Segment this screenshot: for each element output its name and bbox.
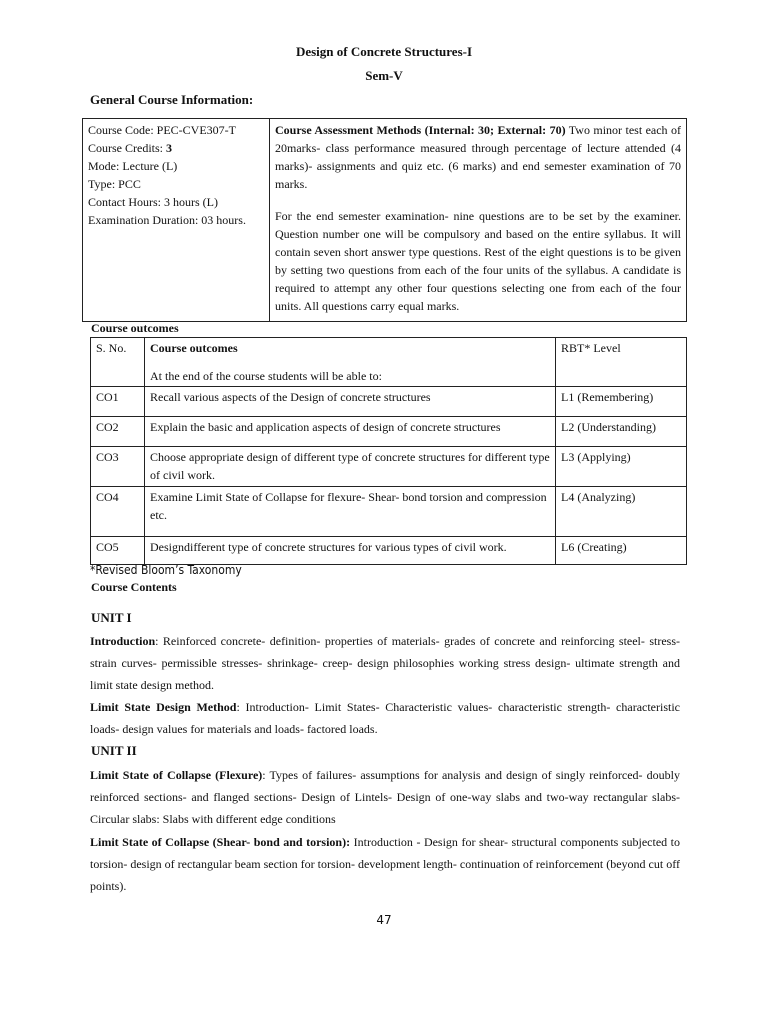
course-code: Course Code: PEC-CVE307-T (88, 123, 236, 137)
table-header-row (91, 338, 687, 387)
unit-1-heading: UNIT I (91, 610, 132, 625)
credits-value: 3 (166, 141, 172, 155)
shear-paragraph: Limit State of Collapse (Shear- bond and torsion): Introduction - Design for shear- structural components subjected to torsion- design of rectangular beam section for torsion- development length- continuation of reinforcement (beyond cut off points). (90, 835, 680, 893)
introduction-paragraph: Introduction: Reinforced concrete- definition- properties of materials- grades of concrete and reinforcing steel- stress-strain curves- permissible stresses- shrinkage- creep- design philosophies working stress design- ultimate strength and limit state design method. (90, 634, 680, 692)
assessment-heading: Course Assessment Methods (Internal: 30; External: 70) (275, 123, 566, 137)
assessment-paragraph-2: For the end semester examination- nine questions are to be set by the examiner. Question number one will be compulsory and based on the entire syllabus. It will contain seven short answer type questions. Rest of the eight questions is to be given by setting two questions from each of the four units of the syllabus. A candidate is required to attempt any other four questions selecting one from each of the four units. All questions carry equal marks. (275, 209, 681, 313)
flexure-title: Limit State of Collapse (Flexure) (90, 768, 263, 782)
course-outcomes-table (90, 337, 687, 565)
flexure-paragraph: Limit State of Collapse (Flexure): Types of failures- assumptions for analysis and design of singly reinforced- doubly reinforced sections- and flanged sections- Design of Lintels- Design of one-way slabs and two-way rectangular slabs- Circular slabs: Slabs with different edge conditions (90, 768, 680, 826)
course-mode: Mode: Lecture (L) (88, 159, 178, 173)
limit-state-design-title: Limit State Design Method (90, 700, 237, 714)
unit-2-heading: UNIT II (91, 743, 137, 758)
contact-hours: Contact Hours: 3 hours (L) (88, 195, 218, 209)
assessment-paragraph-1: Course Assessment Methods (Internal: 30; External: 70) Two minor test each of 20marks- class performance measured through percentage of lecture attended (4 marks)- assignments and quiz etc. (6 marks) and end semester examination of 70 marks. (275, 123, 681, 191)
general-info-heading: General Course Information: (90, 92, 254, 107)
introduction-title: Introduction (90, 634, 156, 648)
course-credits: Course Credits: 3 (88, 141, 172, 155)
table-row: CO1 Recall various aspects of the Design of concrete structures L1 (Remembering) (91, 387, 687, 417)
course-outcomes-heading: Course outcomes (91, 321, 179, 335)
course-type: Type: PCC (88, 177, 141, 191)
assessment-cell (270, 119, 687, 322)
shear-title: Limit State of Collapse (Shear- bond and torsion): (90, 835, 351, 849)
course-info-cell (83, 119, 270, 322)
course-contents-heading: Course Contents (91, 580, 177, 594)
table-row: CO4 Examine Limit State of Collapse for flexure- Shear- bond torsion and compression etc. L4 (Analyzing) (91, 487, 687, 537)
table-row: CO5 Designdifferent type of concrete structures for various types of civil work. L6 (Creating) (91, 537, 687, 565)
header-outcomes: Course outcomes At the end of the course students will be able to: (145, 338, 556, 387)
limit-state-design-paragraph: Limit State Design Method: Introduction- Limit States- Characteristic values- characteristic strength- characteristic loads- design values for materials and loads- factored loads. (90, 700, 681, 736)
table-row: CO2 Explain the basic and application aspects of design of concrete structures L2 (Understanding) (91, 417, 687, 447)
course-info-table (82, 118, 687, 322)
exam-duration: Examination Duration: 03 hours. (88, 213, 246, 227)
outcomes-intro: At the end of the course students will be able to: (150, 369, 382, 383)
table-row: CO3 Choose appropriate design of different type of concrete structures for different type of civil work. L3 (Applying) (91, 447, 687, 487)
rbt-footnote: *Revised Bloom’s Taxonomy (90, 563, 242, 577)
page-number: 47 (376, 913, 392, 927)
document-title: Design of Concrete Structures-I (295, 44, 473, 59)
header-sno: S. No. (91, 338, 145, 387)
header-rbt: RBT* Level (556, 338, 687, 387)
semester-label: Sem-V (365, 68, 403, 83)
